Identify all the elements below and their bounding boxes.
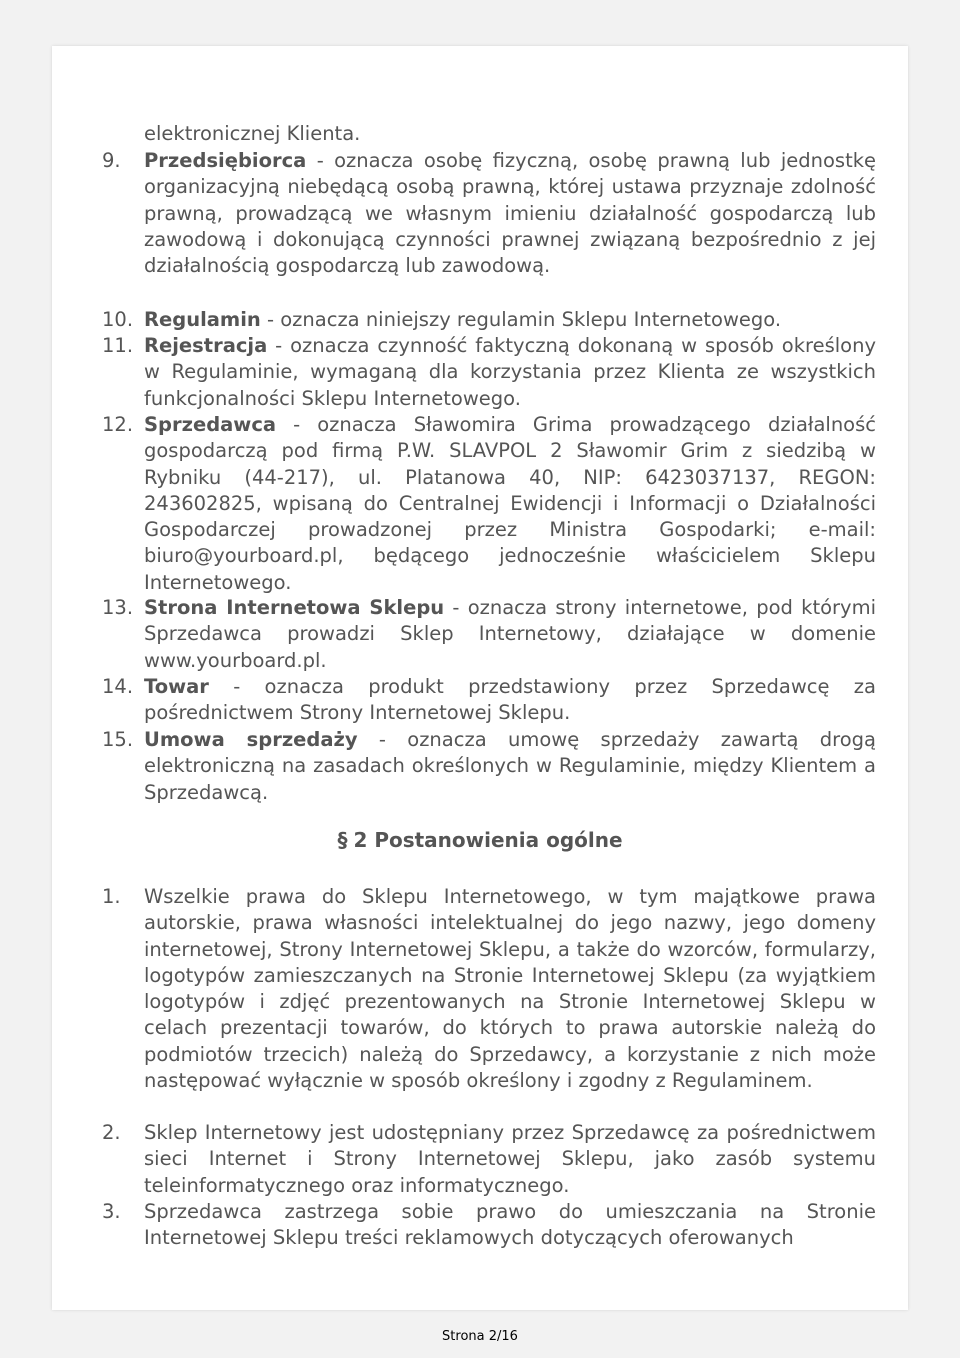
definition: - oznacza umowę sprzedaży zawartą drogą elektroniczną na zasadach określonych w Regulaminie, między Klientem a Sprzedawcą. xyxy=(144,728,876,804)
list-item xyxy=(52,307,908,333)
definition: - oznacza Sławomira Grima prowadzącego działalność gospodarczą pod firmą P.W. SLAVPOL 2 Sławomir Grim z siedzibą w Rybniku (44-217), ul. Platanowa 40, NIP: 6423037137, REGON: 243602825, wpisaną do Centralnej Ewidencji i Informacji o Działalności Gospodarczej prowadzonej przez Ministra Gospodarki; e-mail: biuro@yourboard.pl, będącego jednocześnie właścicielem Sklepu Internetowego. xyxy=(144,413,876,594)
definitions-list-3 xyxy=(52,333,908,412)
term: Przedsiębiorca xyxy=(144,149,307,172)
term: Rejestracja xyxy=(144,334,268,357)
term: Sprzedawca xyxy=(144,413,277,436)
item-number: 3. xyxy=(102,1200,121,1223)
item-text xyxy=(144,412,876,596)
item-text xyxy=(144,595,876,674)
section-symbol-icon: § xyxy=(337,828,348,852)
item-text xyxy=(144,307,876,333)
definitions-list-5 xyxy=(52,595,908,674)
definitions-list-6 xyxy=(52,674,908,727)
item-number: 12. xyxy=(102,413,134,436)
item-text xyxy=(144,674,876,727)
list-item xyxy=(52,674,908,727)
item-number: 15. xyxy=(102,728,134,751)
term: Strona Internetowa Sklepu xyxy=(144,596,445,619)
list-item xyxy=(52,727,908,806)
term: Towar xyxy=(144,675,209,698)
item-text: Wszelkie prawa do Sklepu Internetowego, w tym majątkowe prawa autorskie, prawa własności intelektualnej do jego nazwy, jego domeny internetowej, Strony Internetowej Sklepu, a także do wzorców, formularzy, logotypów zamieszczanych na Stronie Internetowej Sklepu (za wyjątkiem logotypów i zdjęć prezentowanych na Stronie Internetowej Sklepu w celach prezentacji towarów, do których to prawa autorskie należą do podmiotów trzecich) należą do Sprzedawcy, a korzystanie z nich może następować wyłącznie w sposób określony i zgodny z Regulaminem. xyxy=(144,885,876,1093)
list-item xyxy=(52,333,908,412)
item-number: 1. xyxy=(102,885,121,908)
list-item xyxy=(52,1199,908,1252)
item-text: Sklep Internetowy jest udostępniany przez Sprzedawcę za pośrednictwem sieci Internet i Strony Internetowej Sklepu, jako zasób systemu teleinformatycznego oraz informatycznego. xyxy=(144,1121,876,1197)
definitions-list-7 xyxy=(52,727,908,806)
definition: - oznacza osobę fizyczną, osobę prawną lub jednostkę organizacyjną niebędącą osobą prawną, której ustawa przyznaje zdolność prawną, prowadzącą we własnym imieniu działalność gospodarczą lub zawodową i dokonującą czynności prawnej związaną bezpośrednio z jej działalnością gospodarczą lub zawodową. xyxy=(144,149,876,278)
section-title: 2 Postanowienia ogólne xyxy=(353,828,623,852)
section-heading xyxy=(52,827,908,853)
list-item xyxy=(52,148,908,305)
term: Regulamin xyxy=(144,308,261,331)
list-item xyxy=(52,595,908,674)
item-number: 13. xyxy=(102,596,134,619)
page-footer: Strona 2/16 xyxy=(442,1329,518,1344)
continuation-text: elektronicznej Klienta. xyxy=(144,122,361,145)
definition: - oznacza niniejszy regulamin Sklepu Internetowego. xyxy=(260,308,782,331)
item-number: 10. xyxy=(102,308,134,331)
term: Umowa sprzedaży xyxy=(144,728,358,751)
document-page xyxy=(52,46,908,1310)
item-text xyxy=(144,727,876,806)
provisions-list-3 xyxy=(52,1199,908,1252)
list-item xyxy=(52,884,908,1094)
item-number: 11. xyxy=(102,334,134,357)
list-item xyxy=(52,1120,908,1199)
item-number: 9. xyxy=(102,149,121,172)
definition: - oznacza strony internetowe, pod którymi Sprzedawca prowadzi Sklep Internetowy, działające w domenie www.yourboard.pl. xyxy=(144,596,877,672)
definition: - oznacza produkt przedstawiony przez Sprzedawcę za pośrednictwem Strony Internetowej Sklepu. xyxy=(144,675,876,725)
provisions-list-2 xyxy=(52,1120,908,1199)
item-number: 14. xyxy=(102,675,134,698)
definitions-list-4 xyxy=(52,412,908,596)
item-number: 2. xyxy=(102,1121,121,1144)
item-text xyxy=(144,333,876,412)
item-text: Sprzedawca zastrzega sobie prawo do umieszczania na Stronie Internetowej Sklepu treści reklamowych dotyczących oferowanych xyxy=(144,1200,876,1250)
definitions-list xyxy=(52,148,908,305)
provisions-list xyxy=(52,884,908,1094)
list-item xyxy=(52,412,908,596)
definition: - oznacza czynność faktyczną dokonaną w sposób określony w Regulaminie, wymaganą dla korzystania przez Klienta ze wszystkich funkcjonalności Sklepu Internetowego. xyxy=(144,334,876,410)
definitions-list-2 xyxy=(52,307,908,333)
item-text xyxy=(144,148,876,279)
